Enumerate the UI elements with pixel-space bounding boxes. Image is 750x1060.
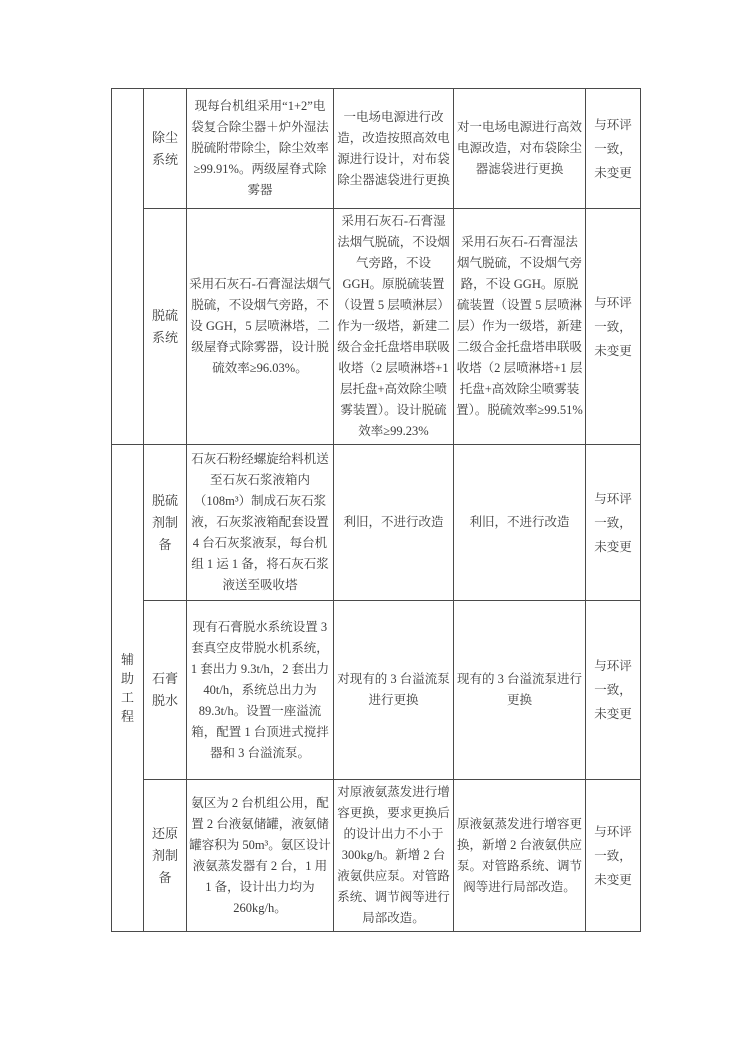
cell-system-name: 脱硫系统 <box>144 209 187 445</box>
cell-actual-built: 利旧，不进行改造 <box>454 445 586 601</box>
cell-conclusion: 与环评一致，未变更 <box>586 89 641 209</box>
table-row <box>112 780 641 932</box>
cell-system-name: 还原剂制备 <box>144 780 187 932</box>
cell-system-name: 脱硫剂制备 <box>144 445 187 601</box>
cell-original-design: 采用石灰石-石膏湿法烟气脱硫，不设烟气旁路，不设 GGH，5 层喷淋塔，二级屋脊式除雾器，设计脱硫效率≥96.03%。 <box>187 209 334 445</box>
cell-conclusion: 与环评一致，未变更 <box>586 780 641 932</box>
cell-system-name: 石膏脱水 <box>144 601 187 780</box>
table-row <box>112 601 641 780</box>
table-row <box>112 89 641 209</box>
cell-planned-change: 对原液氨蒸发进行增容更换，要求更换后的设计出力不小于 300kg/h。新增 2 台液氨供应泵。对管路系统、调节阀等进行局部改造。 <box>334 780 454 932</box>
cell-original-design: 现有石膏脱水系统设置 3 套真空皮带脱水机系统，1 套出力 9.3t/h，2 套出力 40t/h，系统总出力为 89.3t/h。设置一座溢流箱，配置 1 台顶进式搅拌器和 3 台溢流泵。 <box>187 601 334 780</box>
cell-planned-change: 采用石灰石-石膏湿法烟气脱硫，不设烟气旁路，不设 GGH。原脱硫装置（设置 5 层喷淋层）作为一级塔，新建二级合金托盘塔串联吸收塔（2 层喷淋塔+1 层托盘+高效除尘喷雾装置）。设计脱硫效率≥99.23% <box>334 209 454 445</box>
category-label: 辅助工程 <box>120 652 134 724</box>
category-cell-auxiliary <box>112 445 144 932</box>
cell-actual-built: 对一电场电源进行高效电源改造，对布袋除尘器滤袋进行更换 <box>454 89 586 209</box>
cell-conclusion: 与环评一致，未变更 <box>586 209 641 445</box>
table-row <box>112 209 641 445</box>
eia-comparison-table <box>111 88 641 932</box>
cell-original-design: 石灰石粉经螺旋给料机送至石灰石浆液箱内（108m³）制成石灰石浆液，石灰浆液箱配套设置 4 台石灰浆液泵，每台机组 1 运 1 备，将石灰石浆液送至吸收塔 <box>187 445 334 601</box>
cell-actual-built: 原液氨蒸发进行增容更换，新增 2 台液氨供应泵。对管路系统、调节阀等进行局部改造。 <box>454 780 586 932</box>
cell-original-design: 现每台机组采用“1+2”电袋复合除尘器＋炉外湿法脱硫附带除尘，除尘效率≥99.91%。两级屋脊式除雾器 <box>187 89 334 209</box>
cell-original-design: 氨区为 2 台机组公用，配置 2 台液氨储罐，液氨储罐容积为 50m³。氨区设计液氨蒸发器有 2 台，1 用 1 备，设计出力均为 260kg/h。 <box>187 780 334 932</box>
cell-conclusion: 与环评一致，未变更 <box>586 445 641 601</box>
cell-planned-change: 对现有的 3 台溢流泵进行更换 <box>334 601 454 780</box>
cell-actual-built: 现有的 3 台溢流泵进行更换 <box>454 601 586 780</box>
cell-system-name: 除尘系统 <box>144 89 187 209</box>
category-cell-empty <box>112 89 144 445</box>
cell-conclusion: 与环评一致，未变更 <box>586 601 641 780</box>
table-row <box>112 445 641 601</box>
cell-planned-change: 利旧，不进行改造 <box>334 445 454 601</box>
cell-actual-built: 采用石灰石-石膏湿法烟气脱硫，不设烟气旁路，不设 GGH。原脱硫装置（设置 5 层喷淋层）作为一级塔，新建二级合金托盘塔串联吸收塔（2 层喷淋塔+1 层托盘+高效除尘喷雾装置）。脱硫效率≥99.51% <box>454 209 586 445</box>
cell-planned-change: 一电场电源进行改造，改造按照高效电源进行设计，对布袋除尘器滤袋进行更换 <box>334 89 454 209</box>
